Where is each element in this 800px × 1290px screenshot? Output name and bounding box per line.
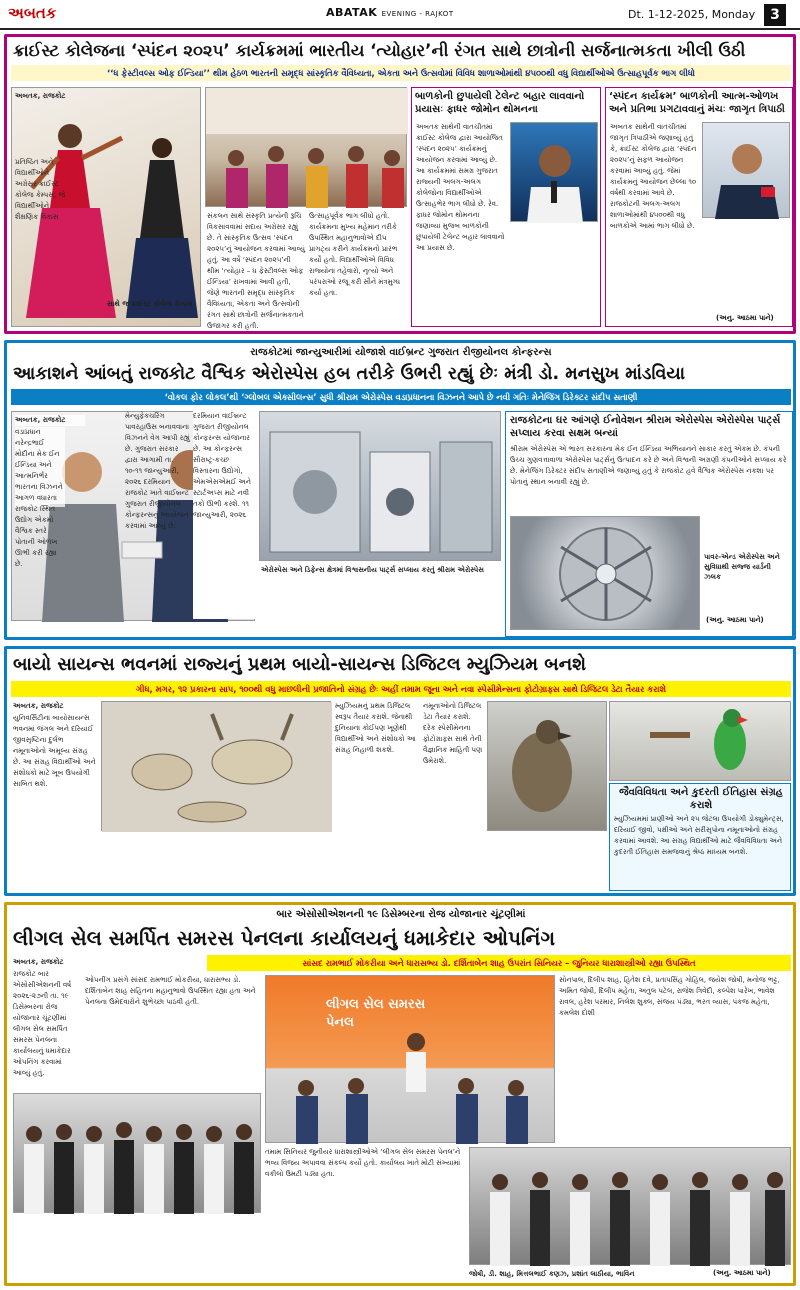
box-body: અબતક સાથેની વાતચીતમાં જાગૃત ત્રિપાઠીએ જણાવ્યું હતું કે, ક્રાઈસ્ટ કોલેજ દ્વારા ‘સ્પંદન ૨૦૨૫’નું સફળ આયોજન કરવામાં આવ્યું હતું. જેમાં કાર્યક્રમનું આયોજન છેલ્લા ૧૦ વર્ષથી કરવામાં આવે છે. રાજકોટની અલગ-અલગ શાળાઓમાંથી ૪૫૦૦થી વધુ બાળકોએ આમાં ભાગ લીધો છે. [610,123,697,230]
audience-illustration [206,88,408,208]
body-col-1: પ્રતિષ્ઠિત અને વિદ્યાર્થીઓને અગ્રેસર ક્રાઈસ્ટ કોલેજ કેમ્પસ, જે વિદ્યાર્થીઓને શૈક્ષણિક વિકાસ [15,158,66,221]
bird-illustration [488,702,608,832]
box-shriram-aerospace [505,411,793,637]
body-col-1: વડાપ્રધાન નરેન્દ્રભાઈ મોદીના મેક ઈન ઈન્ડિયા અને આત્મનિર્ભર ભારતના વિઝનને આગળ વધારતા રાજકોટ સ્થિત ઉદ્યોગ એકમો વૈશ્વિક સ્તરે પોતાની ઓળખ ઊભી કરી રહ્યા છે. [15,427,65,507]
headline: લીગલ સેલ સમર્પિત સમરસ પેનલના કાર્યાલયનું ધમાકેદાર ઓપનિંગ [13,926,556,950]
box-body: શ્રીરામ એરોસ્પેસ એ ભારત સરકારના મેક ઈન ઈન્ડિયા અભિયાનને સાકાર કરતું એકમ છે. કંપની ઉચ્ચ ગુણવત્તાવાળા એરોસ્પેસ પાર્ટ્સનું ઉત્પાદન કરે છે અને વિશ્વની અગ્રણી કંપનીઓને સપ્લાય કરે છે. મેનેજિંગ ડિરેક્ટર સંદીપ સતાણીએ જણાવ્યું હતું કે રાજકોટ હવે વૈશ્વિક એરોસ્પેસ નકશા પર પોતાનું સ્થાન બનાવી રહ્યું છે. [510,445,787,486]
body-col-3: તમામ સિનિયર જુનીયર ધારાશાસ્ત્રીઓએ ‘લીગલ સેલ સમરસ પેનલ’ને ભવ્ય વિજય અપાવવા સંકલ્પ કર્યો હતો. કાર્યાલય ખાતે મોટી સંખ્યામાં વકીલો ઉમટી પડ્યા હતા. [265,1148,461,1178]
crowd-illustration [14,1094,262,1214]
story-aerospace-hub [4,340,796,640]
box-heading: ‘સ્પંદન કાર્યક્રમ’ બાળકોની આત્મ-ઓળખ અને પ્રતિભા પ્રગટાવવાનું મંચઃ જાગૃત ત્રિપાઠી [609,91,785,115]
dateline [15,91,75,102]
continued-credit: (અનુ. આઠમા પાને) [713,1269,771,1277]
dateline [15,415,85,426]
story-christ-college [4,34,796,334]
box-father-jomon [411,87,601,327]
bird-specimen-photo [487,701,607,831]
box-heading: રાજકોટના ઘર આંગણે ઈનોવેશન શ્રીરામ એરોસ્પેસ એરોસ્પેસ પાર્ટ્સ સપ્લાય કરવા સક્ષમ બન્યાં [510,415,781,439]
subhead: ‘‘ધ ફેસ્ટીવલ્સ ઓફ ઈન્ડિયા’’ થીમ હેઠળ ભારતની સમૃદ્ધ સાંસ્કૃતિક વૈવિધ્યતા, એકતા અને ઉત્સવોમાં વિવિધ શાળાઓમાંથી ૪૫૦૦થી વધુ વિદ્યાર્થીઓએ ઉત્સાહપૂર્વક ભાગ લીધો [11,65,791,81]
kicker: રાજકોટમાં જાન્યુઆરીમાં યોજાશે વાઈબ્રન્ટ ગુજરાત રીજીયોનલ કોન્ફરન્સ [250,347,552,358]
box-body: અબતક સાથેની વાતચીતમાં ક્રાઈસ્ટ કોલેજ દ્વારા આયોજિત ‘સ્પંદન ૨૦૨૫’ કાર્યક્રમનું આયોજન કરવામાં આવ્યું છે. આ કાર્યક્રમમાં સમગ્ર ગુજરાત રાજ્યની અલગ-અલગ કોલેજોના વિદ્યાર્થીઓએ ઉત્સાહભેર ભાગ લીધો છે. રેવ. ફાધર જોમોન થોમનના જણાવ્યા મુજબ બાળકોની છુપાયેલી ટેલેન્ટ બહાર લાવવાનો આ પ્રયાસ છે. [416,123,505,252]
body-col-1-continued [13,1217,261,1281]
dateline [13,701,103,712]
specimen-illustration [102,702,332,832]
edition-label: EVENING - RAJKOT [381,10,454,18]
speaker-photo-2 [702,122,790,218]
body-col-2: ઓપનીંગ પ્રસંગે સાંસદ રામભાઈ મોકરીયા, ધારાસભ્ય ડો. દર્શિતાબેન શાહ સહિતના મહાનુભાવો ઉપસ્થિત રહ્યા હતા અને પેનલના ઉમેદવારોને શુભેચ્છા પાઠવી હતી. [85,976,256,1006]
photo-caption: સાથે જ ક્રાઈસ્ટ કોલેજ કેમ્પસ [107,300,193,308]
page-number: 3 [764,4,786,26]
office-opening-photo [265,975,555,1143]
brand-logo: અબતક [8,4,57,22]
continued-credit: (અનુ. આઠમા પાને) [706,616,764,624]
body-col-2: મેન્યુફેક્ચરિંગ પાવરહાઉસ બનાવવાના વિઝનને વેગ આપી રહ્યું છે. ગુજરાત સરકાર દ્વારા આગામી તા. ૧૦-૧૧ જાન્યુઆરી, ૨૦૨૬ દરમિયાન રાજકોટ ખાતે વાઈબ્રન્ટ ગુજરાત રીજીયોનલ કોન્ફરન્સનું આયોજન કરવામાં આવ્યું છે. [125,412,190,530]
box-biodiversity [609,783,791,891]
photo-caption: જોષી, ડી. શાહ, મિત્તલભાઈ કણઝ, પ્રશાંત લાઠીયા, ભાવિન [469,1270,635,1278]
body-col-1: રાજકોટ બાર એસોસીએશનની વર્ષ ૨૦૨૬-૨૭ની તા. ૧૯ ડિસેમ્બરના રોજ યોજાનાર ચૂંટણીમાં લીગલ સેલ સમર્પિત સમરસ પેનલના કાર્યાલયનું ધમાકેદાર ઓપનિંગ કરવામાં આવ્યું હતું. [13,970,72,1077]
box-body: મ્યુઝિયમમાં પ્રાણીઓ અને ૨૫ જેટલા ઉપયોગી ડોક્યુમેન્ટ્સ, દરિયાઈ જીવો, પક્ષીઓ અને સરીસૃપોના નમૂનાઓનો સંગ્રહ કરવામાં આવશે. આ સંગ્રહ વિદ્યાર્થીઓ માટે જૈવવિવિધતા અને કુદરતી ઈતિહાસ સમજવાનું શ્રેષ્ઠ માધ્યમ બનશે. [614,815,784,856]
subhead: ગીધ, મગર, ૧૨ પ્રકારના સાપ, ૧૦૦થી વધુ માછલીની પ્રજાતિનો સંગ્રહ છેઃ અહીં તમામ જૂના અને નવા સ્પેસીમેન્સના ફોટોગ્રાફ્સ સાથે ડિજિટલ ડેટા તૈયાર કરાશે [11,681,791,697]
speaker-illustration [511,123,599,223]
crowd-photo-right [469,1147,791,1265]
body-col-4: સોનપાલ, દિલીપ શાહ, હિતેશ દવે, પ્રતાપસિંહ ગોહિલ, જયેશ જોષી, મનોજ ભટ્ટ, અમિત જોષી, દિલીપ મહેતા, અતુલ પટેલ, રાજેશ ત્રિવેદી, કલ્પેશ પારેખ, ભાવેશ રાવલ, હરેશ પરમાર, નિલેશ શુક્લ, સંજય પંડ્યા, ભરત વ્યાસ, પંકજ મહેતા, કમલેશ દોશી [559,976,780,1017]
body-col-1: યુનિવર્સિટીના બાયોસાયન્સ ભવનમાં જંગલ અને દરિયાઈ જીવસૃષ્ટિના દુર્લભ નમૂનાઓનો અમૂલ્ય સંગ્રહ છે. આ સંગ્રહ વિદ્યાર્થીઓ અને સંશોધકો માટે ખૂબ ઉપયોગી સાબિત થશે. [13,714,96,788]
photo-caption: એરોસ્પેસ અને ડિફેન્સ ક્ષેત્રમાં વિશ્વસનીય પાર્ટ્સ સપ્લાય કરતું શ્રીરામ એરોસ્પેસ [261,566,484,574]
speaker-illustration [703,123,791,219]
issue-date: Dt. 1-12-2025, Monday [628,8,756,21]
dateline-text: અબતક, રાજકોટ [15,416,66,424]
speaker-photo-1 [510,122,598,222]
continued-credit: (અનુ. આઠમા પાને) [716,314,774,322]
box-caption: પાવર-એન્ડ એરોસ્પેસ અને સુવિધાથી સજ્જ યાર્ડની ઝલક [704,553,780,581]
dateline-text: અબતક, રાજકોટ [13,702,64,710]
headline: આકાશને આંબતું રાજકોટ વૈશ્વિક એરોસ્પેસ હબ તરીકે ઉભરી રહ્યું છેઃ મંત્રી ડો. મનસુખ માંડવિયા [13,364,685,384]
parrot-illustration [610,702,792,782]
machinery-illustration [260,412,502,562]
box-heading: જૈવવિવિધતા અને કુદરતી ઈતિહાસ સંગ્રહ કરાશે [619,787,783,811]
headline: ક્રાઈસ્ટ કોલેજના ‘સ્પંદન ૨૦૨૫’ કાર્યક્રમમાં ભારતીય ‘ત્યોહાર’ની રંગત સાથે છાત્રોની સર્જનાત્મકતા ખીલી ઉઠી [13,41,746,60]
crowd-illustration [470,1148,792,1266]
body-col-3: ઉત્સાહપૂર્વક ભાગ લીધો હતો. કાર્યક્રમના મુખ્ય મહેમાન તરીકે ઉપસ્થિત મહાનુભાવોએ દીપ પ્રાગટ્ય કરીને કાર્યક્રમનો પ્રારંભ કર્યો હતો. વિદ્યાર્થીઓએ વિવિધ રાજ્યોના તહેવારો, નૃત્યો અને પરંપરાઓ રજૂ કરી સૌને મંત્રમુગ્ધ કર્યા હતા. [309,212,401,297]
body-col-2: મ્યુઝિયમનું પ્રથમ ડિજિટલ સ્વરૂપ તૈયાર કરાશે. જેનાથી દુનિયાના કોઈપણ ખૂણેથી વિદ્યાર્થીઓ અને સંશોધકો આ સંગ્રહ નિહાળી શકશે. [335,702,416,754]
paper-title: ABATAK [326,6,378,19]
body-col-3: નમૂનાઓનો ડિજિટલ ડેટા તૈયાર કરાશે. દરેક સ્પેસીમેનના ફોટોગ્રાફ્સ સાથે તેની વૈજ્ઞાનિક માહિતી પણ ઉમેરાશે. [423,702,483,765]
crowd-photo-left [13,1093,261,1213]
dateline-text: અબતક, રાજકોટ [13,958,64,966]
event-photo-stage [205,87,407,207]
skull-specimen-photo [101,701,331,831]
parrot-specimen-photo [609,701,791,781]
dateline-text: અબતક, રાજકોટ [15,92,66,100]
headline: બાયો સાયન્સ ભવનમાં રાજ્યનું પ્રથમ બાયો-સાયન્સ ડિજિટલ મ્યુઝિયમ બનશે [13,654,586,675]
box-jagrut-tripathi [605,87,793,327]
subhead: ‘વોકલ ફોર લોકલ’થી ‘ગ્લોબલ એક્સીલન્સ’ સુધી શ્રીરામ એરોસ્પેસ વડાપ્રધાનના વિઝનને આપે છે નવી ગતિઃ મેનેજિંગ ડિરેક્ટર સંદીપ સતાણી [11,389,791,405]
banner-sign: લીગલ સેલ સમરસ પેનલ [326,997,426,1030]
body-col-3: દરમિયાન વાઈબ્રન્ટ ગુજરાત રીજીયોનલ કોન્ફરન્સ યોજાનાર છે. આ કોન્ફરન્સ સૌરાષ્ટ્ર-કચ્છ વિસ્તારના ઉદ્યોગો, એમએસએમઈ અને સ્ટાર્ટઅપ્સ માટે નવી તકો ઊભી કરશે. ૧૧ જાન્યુઆરી, ૨૦૨૬ [193,411,255,619]
guests-illustration [266,976,556,1144]
subhead: સાંસદ રામભાઈ મોકરીયા અને ધારાસભ્ય ડો. દર્શિતાબેન શાહ ઉપરાંત સિનિયર – જુનિયર ધારાશાસ્ત્રીઓ રહ્યા ઉપસ્થિત [207,955,791,971]
box-heading: બાળકોની છુપાયેલી ટેલેન્ટ બહાર લાવવાનો પ્રયાસઃ ફાધર જોમોન થોમનના [415,91,585,115]
masthead [0,0,800,30]
turbine-photo [510,516,700,630]
body-col-2: સંકલન સાથે સંસ્કૃતિ પ્રત્યેની રૂચિ વિકસાવવામાં સદાય અગ્રેસર રહ્યું છે. તે સાંસ્કૃતિક ઉત્સવ ‘સ્પંદન ૨૦૨૫’નું આયોજન કરવામાં આવ્યું હતું. આ વર્ષે ‘સ્પંદન ૨૦૨૫’ની થીમ ‘ત્યોહાર – ધ ફેસ્ટીવલ્સ ઓફ ઈન્ડિયા’ રાખવામાં આવી હતી, જેણે ભારતની સમૃદ્ધ સાંસ્કૃતિક વૈવિધ્યતા, એકતા અને ઉત્સવોની રંગત સાથે છાત્રોની સર્જનાત્મકતાને ઉજાગર કરી હતી. [207,212,305,330]
kicker: બાર એસોસીએશનની ૧૯ ડિસેમ્બરના રોજ યોજાનાર ચૂંટણીમાં [276,909,526,920]
story-bioscience-museum [4,646,796,896]
dateline [13,957,103,968]
paper-name [326,6,454,19]
factory-photo [259,411,501,561]
story-legal-cell [4,902,796,1286]
impeller-illustration [511,517,701,631]
